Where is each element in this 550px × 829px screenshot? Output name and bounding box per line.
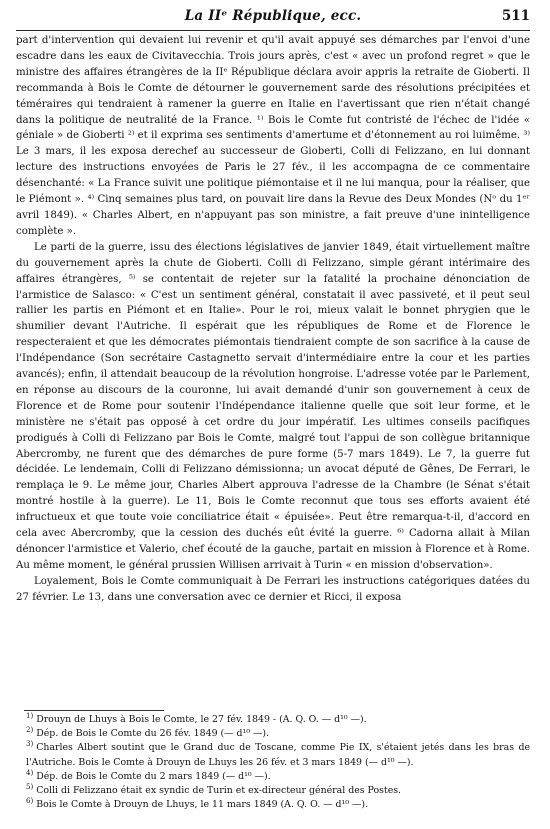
running-title: La IIᵉ République, ecc.	[184, 8, 362, 24]
footnote	[16, 770, 530, 784]
footnote-mark: 3)	[26, 740, 34, 749]
footnotes	[16, 713, 530, 812]
footnote-mark: 5)	[26, 782, 34, 791]
footnote	[16, 727, 530, 741]
footnote-text: Charles Albert soutint que le Grand duc de Toscane, comme Pie IX, s'étaient jetés dans les bras de l'Autriche. Bois le Comte à Drouyn de Lhuys les 26 fév. et 3 mars 1849 (— d¹⁰ —).	[26, 742, 530, 768]
footnote-text: Dép. de Bois le Comte du 26 fév. 1849 (— d¹⁰ —).	[36, 728, 270, 740]
paragraph: Loyalement, Bois le Comte communiquait à De Ferrari les instructions catégoriques datées du 27 février. Le 13, dans une conversation avec ce dernier et Ricci, il exposa	[16, 575, 530, 603]
footnote-text: Dép. de Bois le Comte du 2 mars 1849 (— d¹⁰ —).	[36, 770, 271, 782]
page-header	[16, 8, 530, 31]
body-text	[16, 33, 530, 606]
footnote-separator	[24, 710, 164, 711]
footnote-mark: 2)	[26, 726, 34, 735]
footnote-text: Colli di Felizzano était ex syndic de Turin et ex-directeur général des Postes.	[36, 785, 402, 797]
footnote-mark: 1)	[26, 711, 34, 720]
footnote-text: Drouyn de Lhuys à Bois le Comte, le 27 fév. 1849 - (A. Q. O. — d¹⁰ —).	[36, 714, 367, 725]
footnote	[16, 741, 530, 769]
footnote-mark: 6)	[26, 797, 34, 806]
footnote	[16, 798, 530, 812]
paragraph: Le parti de la guerre, issu des élections législatives de janvier 1849, était virtuellement maître du gouvernement après la chute de Gioberti. Colli di Felizzano, simple gérant intérimaire des affaires étrangères, ⁵⁾ se contentait de rejeter sur la fatalité la prochaine dénonciation de l'armistice de Salasco: « C'est un sentiment général, constatait il avec passiveté, et il peut seul rallier les partis en Piémont et en Italie». Pour le roi, mieux valait le bonnet phrygien que le shumilier devant l'Autriche. Il espérait que les républiques de Rome et de Florence le respecteraient et que les démocrates piémontais tiendraient compte de son sacrifice à la cause de l'Indépendance (Son secrétaire Castagnetto servait d'intermédiaire entre la cour et les parties avancés); enfin, il attendait beaucoup de la révolution hongroise. L'adresse votée par le Parlement, en réponse au discours de la couronne, lui avait demandé d'unir son gouvernement à ceux de Florence et de Rome pour soutenir l'Indépendance italienne quelle que soit leur forme, et le ministère ne s'était pas opposé à cet ordre du jour impératif. Les ultimes conseils pacifiques prodigués à Colli di Felizzano par Bois le Comte, malgré tout l'appui de son collègue britannique Abercromby, ne furent que des démarches de pure forme (5-7 mars 1849). Le 7, la guerre fut décidée. Le lendemain, Colli di Felizzano démissionna; un avocat député de Gênes, De Ferrari, le remplaça le 9. Le même jour, Charles Albert approuva l'adresse de la Chambre (le Sénat s'était montré hostile à la guerre). Le 11, Bois le Comte reconnut que tous ses efforts avaient été infructueux et que toute voie conciliatrice était « épuisée». Peut être remarqua-t-il, d'accord en cela avec Abercromby, que la cession des duchés eût évité la guerre. ⁶⁾ Cadorna allait à Milan dénoncer l'armistice et Valerio, chef écouté de la gauche, partait en mission à Florence et à Rome. Au même moment, le général prussien Willisen arrivait à Turin « en mission d'observation».	[16, 241, 530, 571]
footnote	[16, 713, 530, 727]
footnote-mark: 4)	[26, 768, 34, 777]
footnote	[16, 784, 530, 798]
footnote-text: Bois le Comte à Drouyn de Lhuys, le 11 mars 1849 (A. Q. O. — d¹⁰ —).	[36, 799, 369, 811]
paragraph: part d'intervention qui devaient lui revenir et qu'il avait appuyé ses démarches par l'envoi d'une escadre dans les eaux de Civitavecchia. Trois jours après, c'est « avec un profond regret » que le ministre des affaires étrangères de la IIᵉ République déclara avoir appris la retraite de Gioberti. Il recommanda à Bois le Comte de détourner le gouvernement sarde des résolutions précipitées et téméraires qui tendraient à ramener la guerre en Italie en l'avertissant que rien n'était changé dans la politique de neutralité de la France. ¹⁾ Bois le Comte fut contristé de l'échec de l'idée « géniale » de Gioberti ²⁾ et il exprima ses sentiments d'amertume et d'étonnement au roi luimême. ³⁾ Le 3 mars, il les exposa derechef au successeur de Gioberti, Colli di Felizzano, en lui donnant lecture des instructions envoyées de Paris le 27 fév., il les accompagna de ce commentaire désenchanté: « La France suivit une politique piémontaise et il ne lui manqua, pour la réaliser, que le Piémont ». ⁴⁾ Cinq semaines plus tard, on pouvait lire dans la Revue des Deux Mondes (Nᵒ du 1ᵉʳ avril 1849). « Charles Albert, en n'appuyant pas son ministre, a fait preuve d'une inintelligence complète ».	[16, 35, 530, 237]
page-number: 511	[501, 8, 530, 24]
